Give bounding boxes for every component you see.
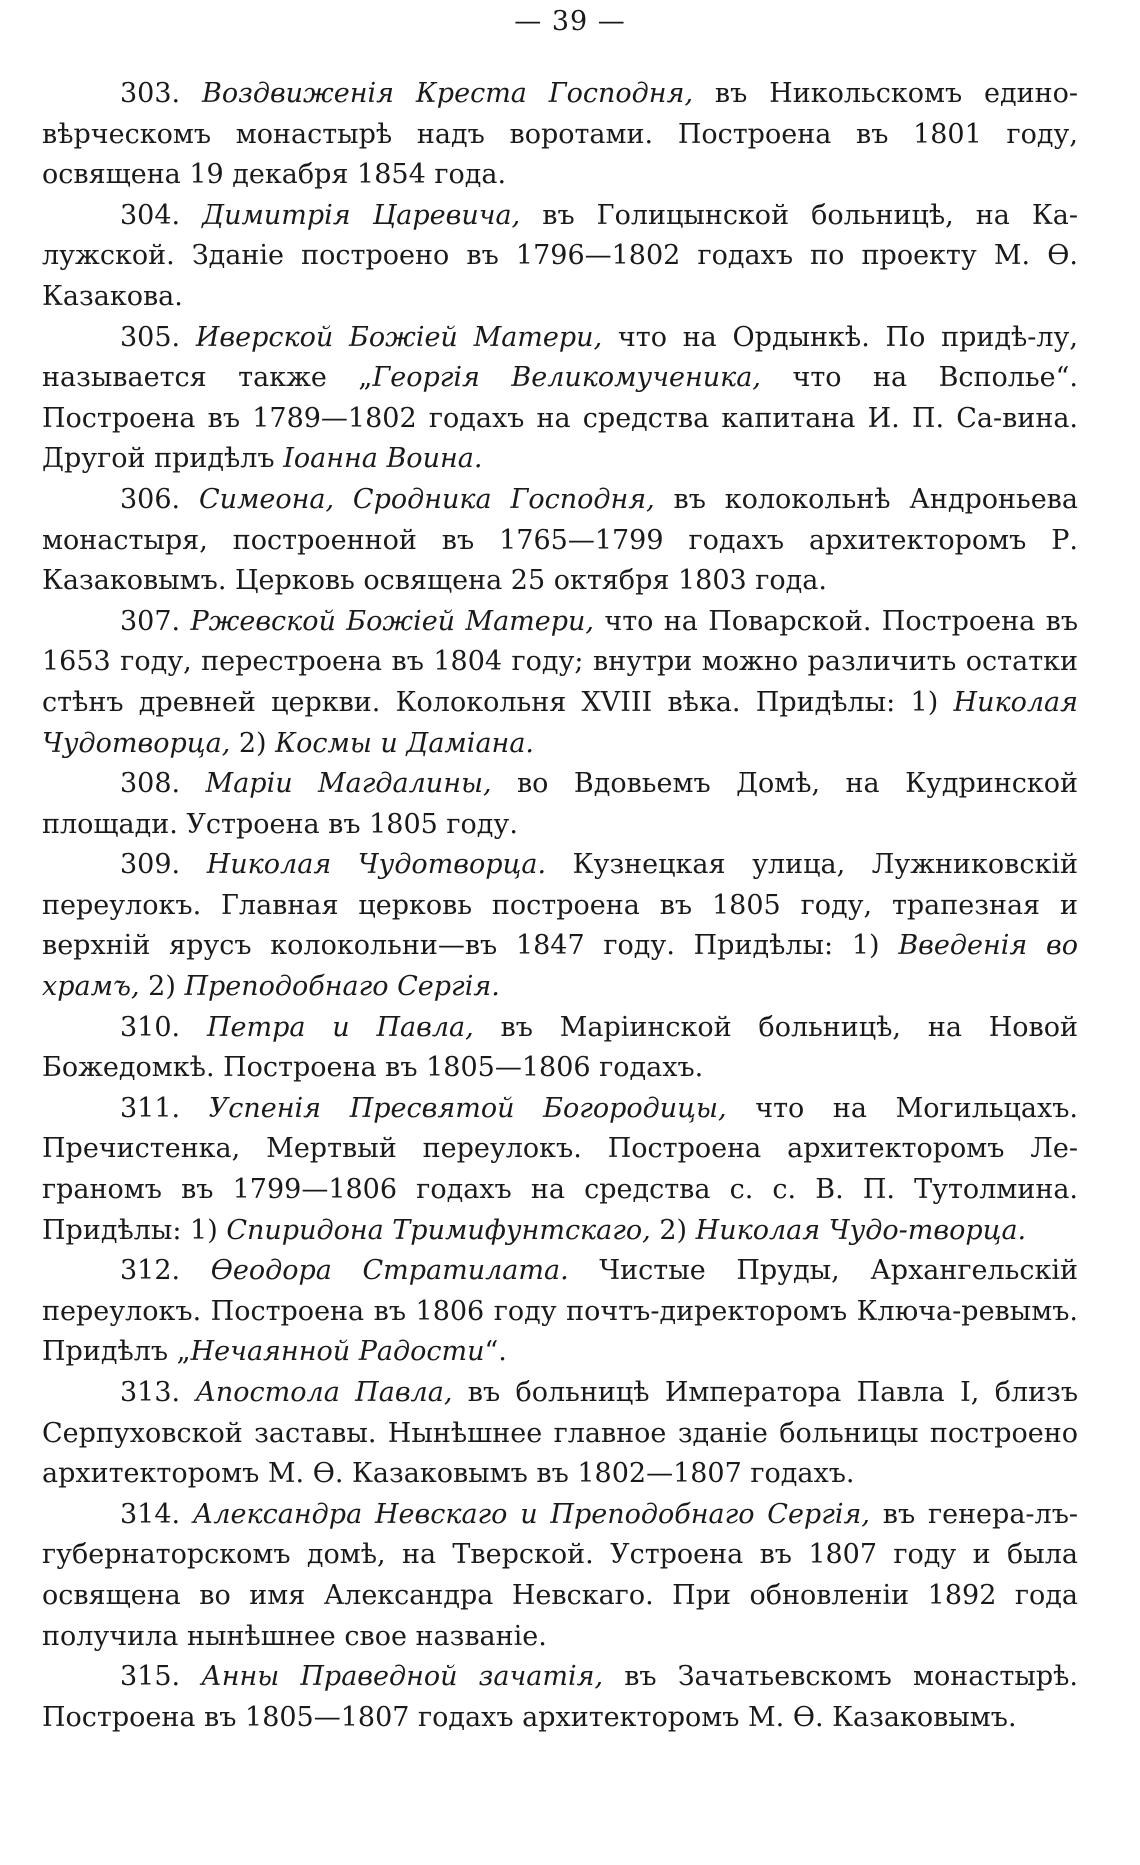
body-text: Построена въ 1805—1807 годахъ архитекторомъ М. Ѳ. Казаковымъ. bbox=[42, 1701, 1017, 1733]
body-text: что на Ордынкѣ. По придѣ- bbox=[602, 321, 1037, 353]
body-text: освящена 19 декабря 1854 года. bbox=[42, 159, 507, 191]
body-text: 1) bbox=[910, 686, 954, 718]
body-text: въ Зачатьевскомъ монастырѣ. bbox=[603, 1661, 1079, 1693]
entry-306 bbox=[42, 480, 1078, 602]
body-text: ревымъ. Придѣлъ „ bbox=[42, 1295, 1078, 1368]
entry-number: 315. bbox=[120, 1661, 202, 1693]
entry-303 bbox=[42, 74, 1078, 196]
body-text: Кузнецкая улица, Лужниковскій bbox=[546, 849, 1078, 881]
entry-number: 304. bbox=[120, 199, 203, 231]
entry-number: 303. bbox=[120, 78, 203, 109]
body-text: вѣрческомъ монастырѣ надъ воротами. Построена въ 1801 году, bbox=[42, 118, 1078, 150]
body-text: 1892 года получила нынѣшнее свое названіе. bbox=[42, 1579, 1078, 1652]
body-text: близъ Серпуховской заставы. Нынѣшнее главное зданіе больницы bbox=[42, 1377, 1079, 1449]
italic-title-text: Успенія Пресвятой Богородицы, bbox=[208, 1092, 727, 1124]
italic-title-text: Димитрія Царевича, bbox=[202, 199, 521, 231]
body-text: монастыря, построенной въ 1765—1799 годахъ архитекторомъ Р. bbox=[42, 524, 1078, 556]
entry-315 bbox=[42, 1657, 1078, 1738]
body-text: Казаковымъ. Церковь освящена 25 октября 1803 года. bbox=[42, 565, 827, 597]
italic-title-text: Іоанна Воина. bbox=[283, 443, 483, 475]
italic-title-text: Ржевской Божіей Матери, bbox=[190, 605, 595, 637]
italic-title-text: Анны Праведной зачатія, bbox=[201, 1661, 604, 1693]
entry-number: 311. bbox=[120, 1092, 209, 1124]
entry-number: 312. bbox=[120, 1255, 211, 1287]
entry-number: 310. bbox=[120, 1011, 207, 1043]
body-text: переулокъ. Главная церковь построена въ 1805 году, трапезная bbox=[42, 889, 1041, 921]
entry-312 bbox=[42, 1251, 1078, 1373]
body-text: Чистые Пруды, Архангельскій bbox=[568, 1255, 1078, 1287]
entry-304 bbox=[42, 196, 1078, 318]
page-number: — 39 — bbox=[514, 6, 626, 37]
entry-number: 313. bbox=[120, 1377, 196, 1408]
entry-309 bbox=[42, 845, 1078, 1007]
italic-title-text: Александра Невскаго и Преподобнаго Сергія, bbox=[192, 1498, 870, 1530]
body-text: въ Никольскомъ едино- bbox=[693, 78, 1078, 109]
body-text: 2) bbox=[139, 971, 185, 1003]
body-text: и была освящена во имя Александра Невскаго. При обновленіи bbox=[42, 1539, 1079, 1611]
entry-number: 314. bbox=[120, 1498, 193, 1530]
entry-number: 305. bbox=[120, 321, 196, 353]
body-text: лъ-губернаторскомъ домѣ, на Тверской. Устроена въ 1807 году bbox=[42, 1498, 1078, 1571]
italic-title-text: Маріи Магдалины, bbox=[205, 768, 492, 800]
italic-title-text: во храмъ, bbox=[42, 930, 1078, 1003]
body-text: Божедомкѣ. Построена въ 1805—1806 годахъ. bbox=[42, 1052, 704, 1084]
body-text: вина. Другой придѣлъ bbox=[42, 402, 1078, 475]
italic-title-text: Иверской Божіей Матери, bbox=[195, 321, 603, 353]
text-block bbox=[42, 74, 1078, 1738]
italic-title-text: Николая Чудо- bbox=[695, 1214, 908, 1246]
italic-title-text: Георгія Великомученика, bbox=[372, 362, 761, 394]
body-text: “. bbox=[484, 1336, 507, 1368]
body-text: построено архитекторомъ М. Ѳ. Казаковымъ въ 1802—1807 годахъ. bbox=[42, 1417, 1078, 1490]
body-text: въ Голицынской больницѣ, на Ка- bbox=[520, 199, 1078, 231]
italic-title-text: творца. bbox=[907, 1214, 1027, 1246]
entry-number: 307. bbox=[120, 605, 191, 637]
italic-title-text: Введенія bbox=[898, 930, 1028, 962]
body-text: что на Поварской. Построена bbox=[594, 605, 1036, 637]
italic-title-text: Петра и Павла, bbox=[206, 1011, 474, 1043]
body-text: что на Могильцахъ. bbox=[726, 1092, 1078, 1124]
body-text: 2) bbox=[650, 1214, 696, 1246]
italic-title-text: Спиридона Тримифунтскаго, bbox=[226, 1214, 651, 1246]
italic-title-text: Николая Чудотворца. bbox=[206, 849, 547, 881]
body-text: въ генера- bbox=[869, 1498, 1035, 1530]
entry-307 bbox=[42, 602, 1078, 764]
entry-number: 309. bbox=[120, 849, 207, 881]
body-text: остатки стѣнъ древней церкви. Колокольня XVIII вѣка. Придѣлы: bbox=[42, 646, 1078, 718]
italic-title-text: Апостола Павла, bbox=[195, 1377, 453, 1408]
body-text: въ Маріинской больницѣ, на Новой bbox=[473, 1011, 1078, 1043]
italic-title-text: Космы и Даміана. bbox=[275, 727, 535, 759]
italic-title-text: Николая Чудотворца, bbox=[42, 686, 1079, 759]
body-text: переулокъ. Построена въ 1806 году почтъ-директоромъ Ключа- bbox=[42, 1295, 962, 1327]
italic-title-text: Ѳеодора Стратилата. bbox=[210, 1255, 569, 1287]
body-text: Пречистенка, Мертвый переулокъ. Построена архитекторомъ Ле- bbox=[42, 1133, 1078, 1165]
body-text: 2) bbox=[230, 727, 276, 759]
body-text: Построена въ 1789—1802 годахъ на средства капитана И. П. Са- bbox=[42, 402, 1003, 434]
entry-number: 306. bbox=[120, 483, 199, 515]
body-text: что на Всполье“. bbox=[760, 362, 1078, 394]
entry-310 bbox=[42, 1008, 1078, 1089]
body-text: лу, называется также „ bbox=[42, 321, 1079, 394]
entry-311 bbox=[42, 1089, 1078, 1251]
body-text: Казакова. bbox=[42, 280, 183, 312]
italic-title-text: Преподобнаго Сергія. bbox=[184, 971, 500, 1003]
body-text: въ 1653 году, перестроена въ 1804 году; внутри можно различить bbox=[42, 605, 1079, 678]
body-text: въ больницѣ Императора Павла I, bbox=[452, 1377, 980, 1408]
entry-314 bbox=[42, 1495, 1078, 1657]
body-text: въ колокольнѣ Андроньева bbox=[654, 483, 1078, 515]
body-text: во Вдовьемъ Домѣ, на Кудринской bbox=[491, 768, 1079, 800]
body-text: лужской. Зданіе построено въ 1796—1802 годахъ по проекту М. Ѳ. bbox=[42, 240, 1078, 272]
body-text: Придѣлы: 1) bbox=[42, 1214, 227, 1246]
italic-title-text: Нечаянной Радости bbox=[190, 1336, 485, 1368]
body-text: и верхній ярусъ колокольни—въ 1847 году. Придѣлы: 1) bbox=[42, 889, 1078, 962]
entry-number: 308. bbox=[120, 768, 206, 800]
body-text: площади. Устроена въ 1805 году. bbox=[42, 808, 518, 840]
entry-305 bbox=[42, 318, 1078, 480]
italic-title-text: Симеона, Сродника Господня, bbox=[198, 483, 655, 515]
entry-313 bbox=[42, 1373, 1078, 1495]
entry-308 bbox=[42, 764, 1078, 845]
italic-title-text: Воздвиженія Креста Господня, bbox=[202, 78, 694, 109]
body-text: граномъ въ 1799—1806 годахъ на средства с. с. В. П. Тутолмина. bbox=[42, 1174, 1078, 1206]
